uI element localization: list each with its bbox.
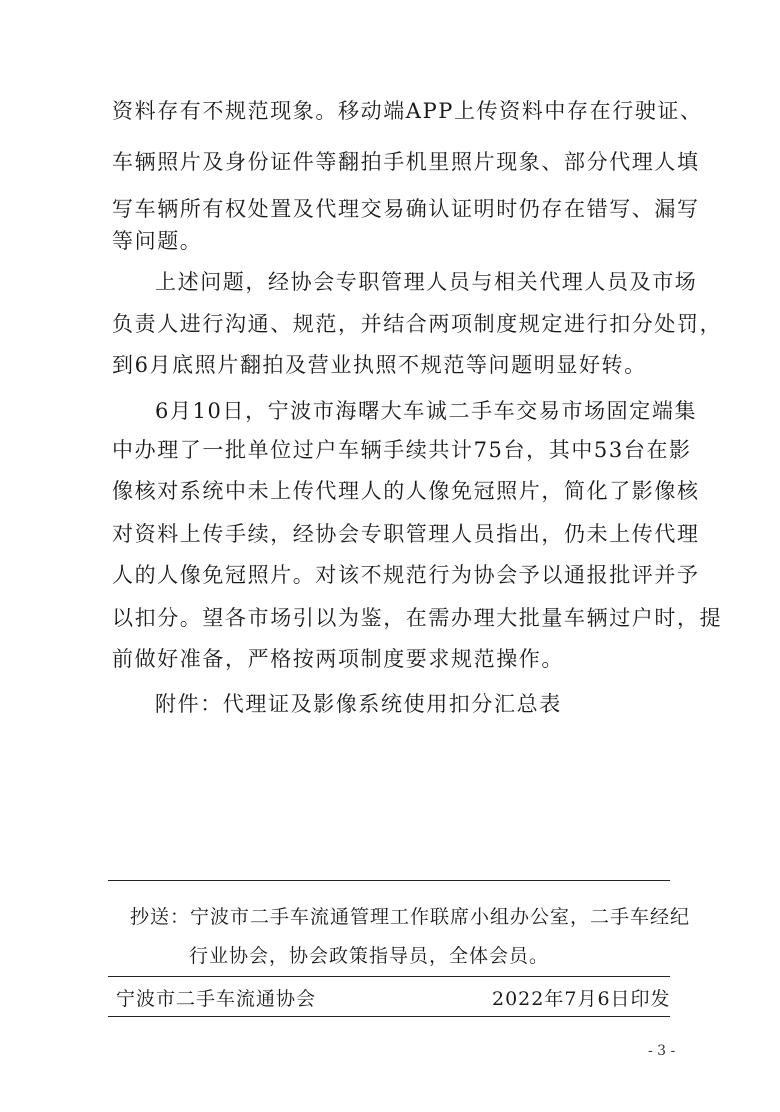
footer-rule-middle (108, 976, 670, 977)
body-line-1: 资料存有不规范现象。移动端APP上传资料中存在行驶证、 (112, 99, 703, 123)
body-line-12: 人的人像免冠照片。对该不规范行为协会予以通报批评并予 (112, 563, 700, 587)
body-line-10: 像核对系统中未上传代理人的人像免冠照片，简化了影像核 (112, 479, 700, 503)
body-line-7: 到6月底照片翻拍及营业执照不规范等问题明显好转。 (112, 353, 647, 377)
body-line-5: 上述问题，经协会专职管理人员与相关代理人员及市场 (155, 270, 698, 294)
body-line-4: 等问题。 (112, 229, 203, 253)
footer-rule-bottom (108, 1016, 670, 1017)
footer-rule-top (108, 880, 670, 881)
attachment-line: 附件：代理证及影像系统使用扣分汇总表 (155, 692, 562, 716)
body-line-2: 车辆照片及身份证件等翻拍手机里照片现象、部分代理人填 (112, 150, 700, 174)
body-line-6: 负责人进行沟通、规范，并结合两项制度规定进行扣分处罚， (112, 312, 723, 336)
cc-line-1: 抄送：宁波市二手车流通管理工作联席小组办公室，二手车经纪 (130, 906, 691, 928)
body-line-11: 对资料上传手续，经协会专职管理人员指出，仍未上传代理 (112, 522, 700, 546)
issuer-name: 宁波市二手车流通协会 (116, 988, 317, 1010)
body-line-13: 以扣分。望各市场引以为鉴，在需办理大批量车辆过户时，提 (112, 606, 723, 630)
body-line-9: 中办理了一批单位过户车辆手续共计75台，其中53台在影 (112, 438, 692, 462)
page-number: - 3 - (648, 1043, 676, 1059)
cc-line-2: 行业协会，协会政策指导员，全体会员。 (189, 945, 550, 967)
issue-date: 2022年7月6日印发 (492, 988, 671, 1010)
body-line-3: 写车辆所有权处置及代理交易确认证明时仍存在错写、漏写 (112, 197, 700, 221)
body-line-8: 6月10日，宁波市海曙大车诚二手车交易市场固定端集 (155, 399, 698, 423)
body-line-14: 前做好准备，严格按两项制度要求规范操作。 (112, 647, 564, 671)
